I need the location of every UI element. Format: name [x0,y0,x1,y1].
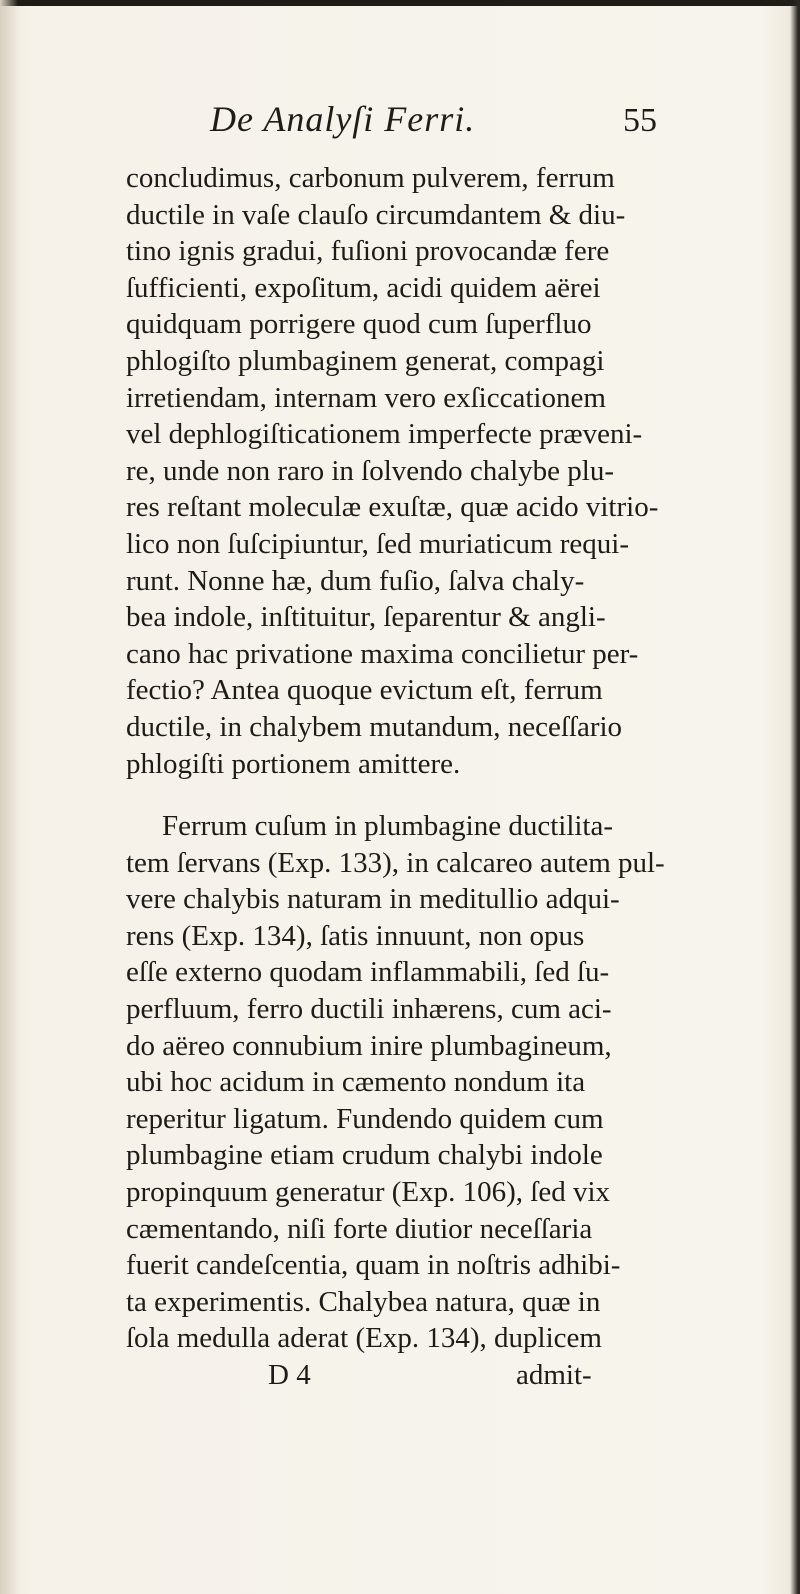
paragraph-2 [126,808,766,1357]
running-title: De Analyſi Ferri. [210,99,476,139]
text-line: eſſe externo quodam inflammabili, ſed ſu- [126,956,610,989]
text-line: ſufficienti, expoſitum, acidi quidem aërei [126,271,601,304]
text-line: ta experimentis. Chalybea natura, quæ in [126,1285,601,1318]
text-line: Ferrum cuſum in plumbagine ductilita- [162,810,614,843]
text-line: perfluum, ferro ductili inhærens, cum aci- [126,993,612,1026]
text-line: irretiendam, internam vero exſiccationem [126,381,606,414]
text-line: tem ſervans (Exp. 133), in calcareo autem pul- [126,846,665,879]
text-line: rens (Exp. 134), ſatis innuunt, non opus [126,919,585,952]
scan-gutter-shadow [0,0,18,1594]
text-line: ſola medulla aderat (Exp. 134), duplicem [126,1322,602,1355]
text-line: fectio? Antea quoque evictum eſt, ferrum [126,674,603,707]
scan-top-edge [0,0,800,6]
text-line: ductile in vaſe clauſo circumdantem & diu- [126,198,626,231]
text-line: plumbagine etiam crudum chalybi indole [126,1139,603,1172]
text-line: reperitur ligatum. Fundendo quidem cum [126,1102,604,1135]
catchword: admit- [516,1359,592,1391]
body-text [126,160,766,1394]
text-line: lico non ſuſcipiuntur, ſed muriaticum requi- [126,527,629,560]
text-line: tino ignis gradui, fuſioni provocandæ fere [126,235,610,268]
text-line: bea indole, inſtituitur, ſeparentur & angli- [126,601,606,634]
paragraph-gap [126,782,766,808]
text-line: vere chalybis naturam in meditullio adqui- [126,883,620,916]
text-line: ubi hoc acidum in cæmento nondum ita [126,1066,586,1099]
text-line: propinquum generatur (Exp. 106), ſed vix [126,1176,611,1209]
paragraph-1 [126,160,766,782]
signature-mark: D 4 [268,1359,311,1391]
text-line: vel dephlogiſticationem imperfecte præveni- [126,418,643,451]
page-footer [126,1357,766,1394]
text-line: phlogiſto plumbaginem generat, compagi [126,344,605,377]
text-line: runt. Nonne hæ, dum fuſio, ſalva chaly- [126,564,585,597]
page-number: 55 [623,102,657,139]
page-header [0,98,800,148]
text-line: do aëreo connubium inire plumbagineum, [126,1029,612,1062]
text-line: cæmentando, niſi forte diutior neceſſaria [126,1212,593,1245]
scan-right-edge [790,0,800,1594]
text-line: concludimus, carbonum pulverem, ferrum [126,162,615,194]
text-line: phlogiſti portionem amittere. [126,747,461,780]
text-line: re, unde non raro in ſolvendo chalybe plu- [126,454,615,487]
text-line: cano hac privatione maxima concilietur per- [126,637,639,670]
text-line: quidquam porrigere quod cum ſuperfluo [126,308,592,341]
text-line: res reſtant moleculæ exuſtæ, quæ acido vitrio- [126,491,659,524]
text-line: ductile, in chalybem mutandum, neceſſario [126,710,623,743]
text-line: fuerit candeſcentia, quam in noſtris adhibi- [126,1249,621,1282]
